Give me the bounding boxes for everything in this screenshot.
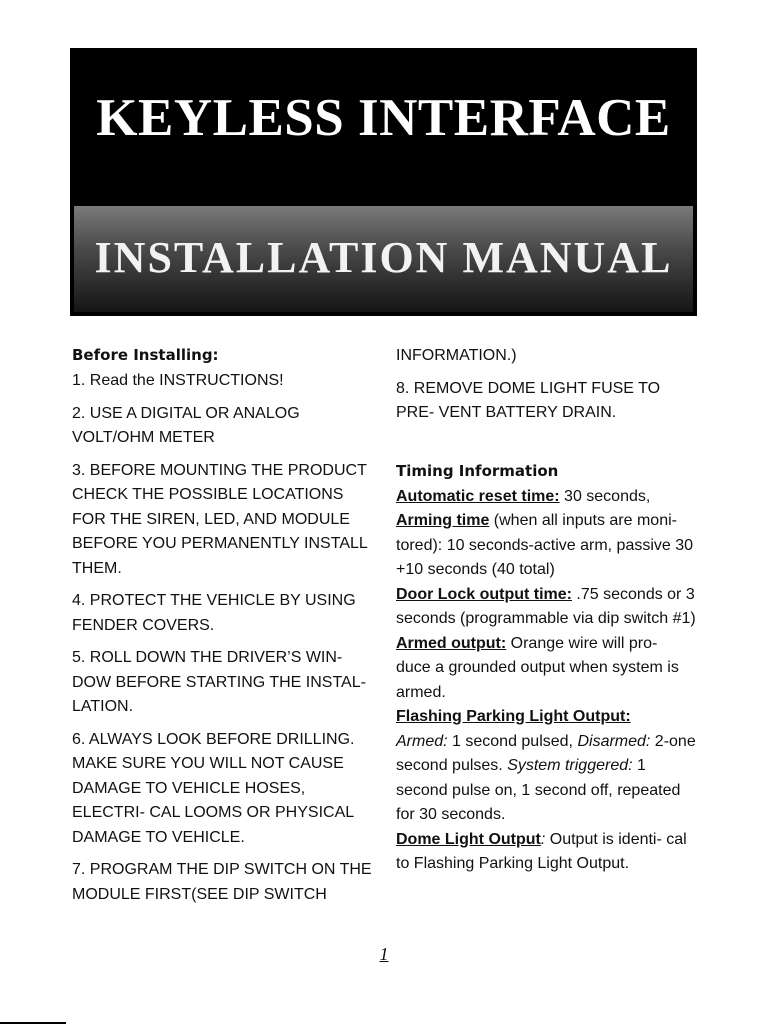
timing-heading: Timing Information [396, 461, 559, 480]
dome-light-paragraph [396, 828, 696, 877]
flashing-label: Flashing Parking Light Output: [396, 708, 631, 725]
arming-paragraph [396, 509, 696, 583]
flashing-details-paragraph [396, 730, 696, 828]
armed-output-label: Armed output: [396, 634, 507, 652]
subtitle-band [74, 206, 693, 312]
arming-label: Arming time [396, 512, 490, 529]
armed-output-paragraph [396, 632, 696, 706]
door-lock-text: .75 seconds or 3 seconds (programmable via dip switch #1) [396, 585, 696, 627]
instruction-item-4: 4. PROTECT THE VEHICLE BY USING FENDER COVERS. [72, 592, 356, 634]
door-lock-label: Door Lock output time: [396, 585, 572, 603]
page-number: 1 [379, 944, 389, 964]
auto-reset-text: 30 seconds, [559, 487, 651, 505]
arming-text: (when all inputs are moni- tored): 10 seconds-active arm, passive 30 +10 seconds (40 total) [396, 512, 694, 578]
manual-title: KEYLESS INTERFACE [96, 89, 671, 147]
left-column [72, 344, 372, 915]
instruction-item-3: 3. BEFORE MOUNTING THE PRODUCT CHECK THE POSSIBLE LOCATIONS FOR THE SIREN, LED, AND MODULE BEFORE YOU PERMANENTLY INSTALL THEM. [72, 461, 368, 577]
auto-reset-label: Automatic reset time: [396, 487, 560, 505]
flashing-armed-text: 1 second pulsed, [447, 732, 578, 750]
instruction-item-2: 2. USE A DIGITAL OR ANALOG VOLT/OHM METER [72, 404, 300, 446]
flashing-disarmed-label: Disarmed: [577, 732, 651, 750]
door-lock-paragraph [396, 583, 696, 632]
before-installing-heading: Before Installing: [72, 346, 219, 364]
flashing-label-paragraph [396, 705, 696, 730]
instruction-item-5: 5. ROLL DOWN THE DRIVER’S WIN- DOW BEFORE STARTING THE INSTAL- LATION. [72, 649, 366, 715]
instruction-item-6: 6. ALWAYS LOOK BEFORE DRILLING. MAKE SURE YOU WILL NOT CAUSE DAMAGE TO VEHICLE HOSES, ELECTRI- CAL LOOMS OR PHYSICAL DAMAGE TO VEHICLE. [72, 730, 355, 846]
instruction-item-7-continued: INFORMATION.) [396, 347, 517, 364]
instruction-item-8: 8. REMOVE DOME LIGHT FUSE TO PRE- VENT BATTERY DRAIN. [396, 379, 661, 421]
auto-reset-paragraph [396, 485, 696, 510]
right-column [396, 344, 696, 877]
header-banner [70, 48, 697, 316]
flashing-armed-label: Armed: [396, 732, 448, 750]
section-spacer [396, 434, 696, 460]
instruction-item-1: 1. Read the INSTRUCTIONS! [72, 372, 284, 389]
armed-output-text: Orange wire will pro- duce a grounded output when system is armed. [396, 634, 679, 701]
dome-light-text: Output is identi- cal to Flashing Parking Light Output. [396, 830, 687, 872]
flashing-disarmed-text: 2-one second pulses. [396, 732, 696, 774]
instruction-item-7: 7. PROGRAM THE DIP SWITCH ON THE MODULE FIRST(SEE DIP SWITCH [72, 861, 372, 903]
flashing-triggered-label: System triggered: [507, 757, 633, 774]
dome-light-colon: : [540, 830, 546, 848]
flashing-triggered-text: 1 second pulse on, 1 second off, repeated for 30 seconds. [396, 757, 681, 823]
dome-light-label: Dome Light Output [396, 830, 541, 848]
manual-subtitle: INSTALLATION MANUAL [94, 233, 673, 282]
